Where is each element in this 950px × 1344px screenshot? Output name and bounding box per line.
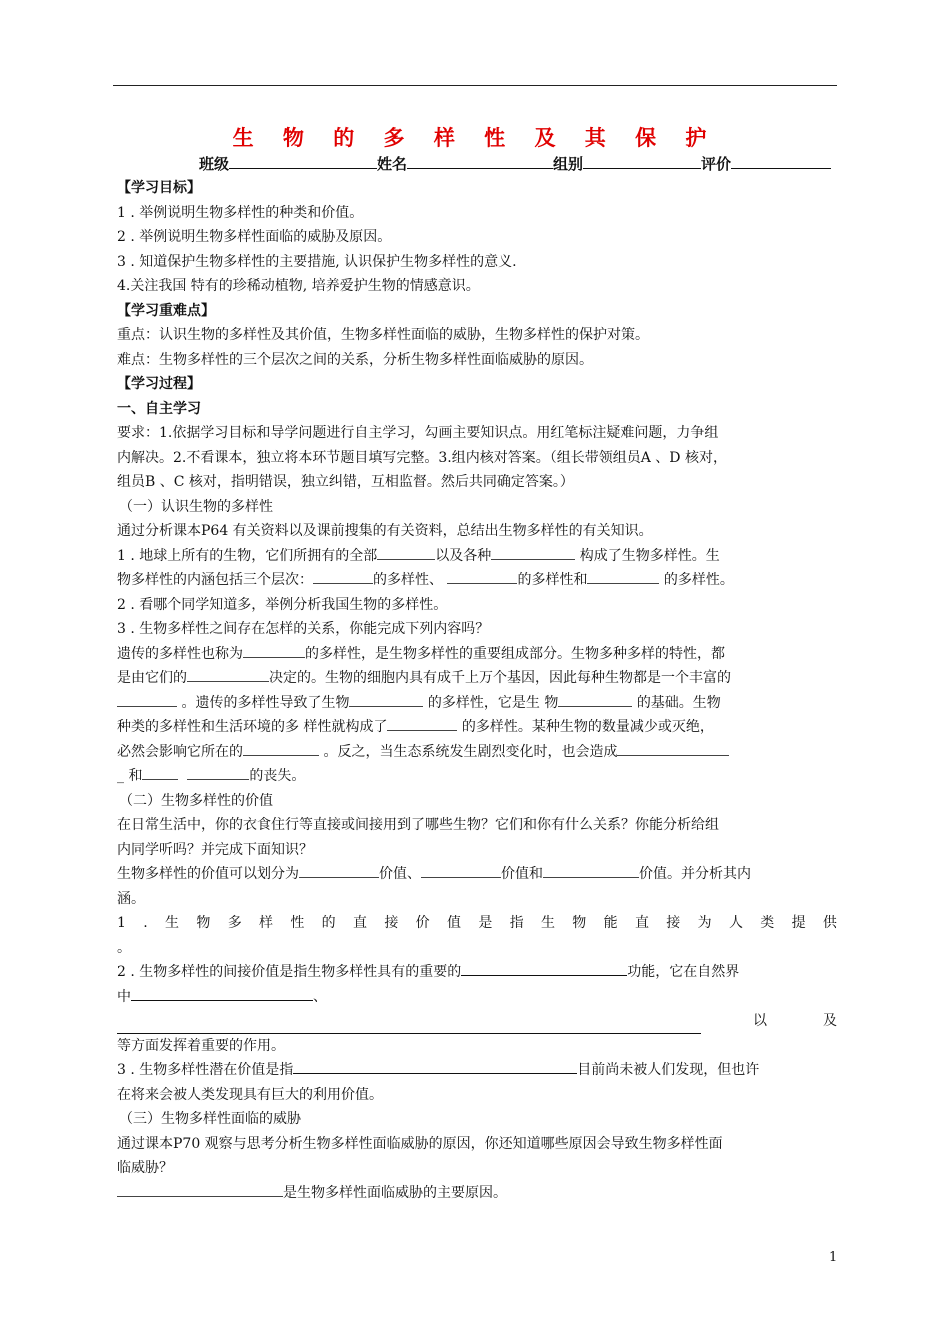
- blank-field[interactable]: [187, 766, 249, 780]
- paragraph-line: 必然会影响它所在的 。反之，当生态系统发生剧烈变化时，也会造成: [117, 740, 837, 765]
- eval-label: 评价: [701, 155, 732, 173]
- goals-heading: 【学习目标】: [117, 180, 201, 196]
- question-1-line: 1 . 地球上所有的生物，它们所拥有的全部 以及各种 构成了生物多样性。生: [117, 547, 720, 564]
- key-difficulty: 难点：生物多样性的三个层次之间的关系，分析生物多样性面临威胁的原因。: [117, 351, 593, 368]
- blank-field[interactable]: [461, 962, 627, 976]
- name-label: 姓名: [377, 155, 408, 173]
- process-heading: 【学习过程】: [117, 376, 201, 392]
- blank-field[interactable]: [313, 570, 373, 584]
- value-line: 涵。: [117, 890, 145, 907]
- goal-item: 3 . 知道保护生物多样性的主要措施, 认识保护生物多样性的意义.: [117, 253, 517, 270]
- blank-field[interactable]: [491, 546, 575, 560]
- blank-field[interactable]: [187, 668, 269, 682]
- threat-line: 是生物多样性面临威胁的主要原因。: [117, 1181, 837, 1206]
- section-2-heading: （二）生物多样性的价值: [119, 792, 273, 809]
- name-field[interactable]: [407, 154, 553, 169]
- requirement-line: 要求：1.依据学习目标和导学问题进行自主学习，勾画主要知识点。用红笔标注疑难问题，力争组: [117, 425, 719, 441]
- indirect-value-line: 2 . 生物多样性的间接价值是指生物多样性具有的重要的 功能，它在自然界: [117, 964, 740, 980]
- section-3-intro: 临威胁？: [117, 1160, 173, 1176]
- blank-field[interactable]: [558, 693, 632, 707]
- section-2-intro: 在日常生活中，你的衣食住行等直接或间接用到了哪些生物？它们和你有什么关系？你能分析给组: [117, 817, 719, 833]
- paragraph-line: 是由它们的 决定的。生物的细胞内具有成千上万个基因，因此每种生物都是一个丰富的: [117, 670, 731, 686]
- blank-field[interactable]: [587, 570, 659, 584]
- section-3-intro: 通过课本P70 观察与思考分析生物多样性面临威胁的原因，你还知道哪些原因会导致生物多样性面: [117, 1135, 723, 1152]
- indirect-value-line: 中 、: [117, 988, 327, 1005]
- indirect-value-line: 以 及: [117, 1009, 837, 1034]
- goal-item: 2 . 举例说明生物多样性面临的威胁及原因。: [117, 229, 392, 245]
- section-1-heading: （一）认识生物的多样性: [119, 498, 273, 515]
- goal-item: 4.关注我国 特有的珍稀动植物, 培养爱护生物的情感意识。: [117, 278, 480, 294]
- question-1-line: 物多样性的内涵包括三个层次： 的多样性、 的多样性和 的多样性。: [117, 572, 734, 588]
- requirement-line: 组员B 、C 核对，指明错误，独立纠错，互相监督。然后共同确定答案。）: [117, 474, 574, 490]
- worksheet-body: [117, 176, 837, 1205]
- value-line: 生物多样性的价值可以划分为 价值、 价值和 价值。并分析其内: [117, 866, 751, 882]
- class-label: 班级: [199, 155, 230, 173]
- key-focus: 重点：认识生物的多样性及其价值，生物多样性面临的威胁，生物多样性的保护对策。: [117, 327, 649, 343]
- student-info-line: [199, 153, 831, 174]
- class-field[interactable]: [229, 154, 377, 169]
- section-2-intro: 内同学听吗？并完成下面知识？: [117, 841, 313, 858]
- paragraph-line: 种类的多样性和生活环境的多 样性就构成了 的多样性。某种生物的数量减少或灭绝，: [117, 719, 714, 735]
- paragraph-line: 。遗传的多样性导致了生物 的多样性，它是生 物 的基础。生物: [117, 691, 837, 716]
- blank-field[interactable]: [617, 742, 729, 756]
- goal-item: 1 . 举例说明生物多样性的种类和价值。: [117, 204, 364, 221]
- blank-field[interactable]: [543, 864, 639, 878]
- blank-field[interactable]: [243, 644, 305, 658]
- blank-field[interactable]: [421, 864, 501, 878]
- eval-field[interactable]: [731, 154, 831, 169]
- page-title: 生 物 的 多 样 性 及 其 保 护: [232, 126, 718, 150]
- blank-field[interactable]: [131, 987, 313, 1001]
- indirect-value-line: 等方面发挥着重要的作用。: [117, 1037, 285, 1054]
- requirement-line: 内解决。2.不看课本，独立将本环节题目填写完整。3.组内核对答案。（组长带领组员A 、D 核对，: [117, 449, 727, 466]
- question-2: 2 . 看哪个同学知道多，举例分析我国生物的多样性。: [117, 596, 448, 613]
- page-number: 1: [829, 1250, 838, 1265]
- blank-field[interactable]: [293, 1060, 577, 1074]
- self-study-heading: 一、自主学习: [117, 400, 201, 417]
- blank-field[interactable]: [447, 570, 517, 584]
- blank-field[interactable]: [117, 693, 177, 707]
- paragraph-line: _ 和 的丧失。: [117, 768, 306, 784]
- question-3: 3 . 生物多样性之间存在怎样的关系，你能完成下列内容吗？: [117, 621, 490, 637]
- blank-field[interactable]: [117, 1183, 283, 1197]
- group-label: 组别: [553, 155, 584, 173]
- blank-field[interactable]: [117, 1020, 701, 1034]
- blank-field[interactable]: [142, 766, 178, 780]
- key-heading: 【学习重难点】: [117, 302, 215, 319]
- blank-field[interactable]: [387, 717, 457, 731]
- direct-value-line: 1 . 生 物 多 样 性 的 直 接 价 值 是 指 生 物 能 直 接 为 人 类 提 供: [117, 915, 837, 931]
- paragraph-line: 遗传的多样性也称为 的多样性，是生物多样性的重要组成部分。生物多种多样的特性，都: [117, 645, 725, 662]
- direct-value-end: 。: [117, 939, 131, 956]
- section-1-intro: 通过分析课本P64 有关资料以及课前搜集的有关资料，总结出生物多样性的有关知识。: [117, 523, 653, 539]
- blank-field[interactable]: [349, 693, 423, 707]
- potential-value-line: 在将来会被人类发现具有巨大的利用价值。: [117, 1086, 383, 1103]
- potential-value-line: 3 . 生物多样性潜在价值是指 目前尚未被人们发现，但也许: [117, 1062, 760, 1078]
- blank-field[interactable]: [377, 546, 435, 560]
- blank-field[interactable]: [243, 742, 319, 756]
- group-field[interactable]: [583, 154, 701, 169]
- header-rule: [113, 85, 837, 86]
- section-3-heading: （三）生物多样性面临的威胁: [119, 1111, 301, 1127]
- blank-field[interactable]: [299, 864, 379, 878]
